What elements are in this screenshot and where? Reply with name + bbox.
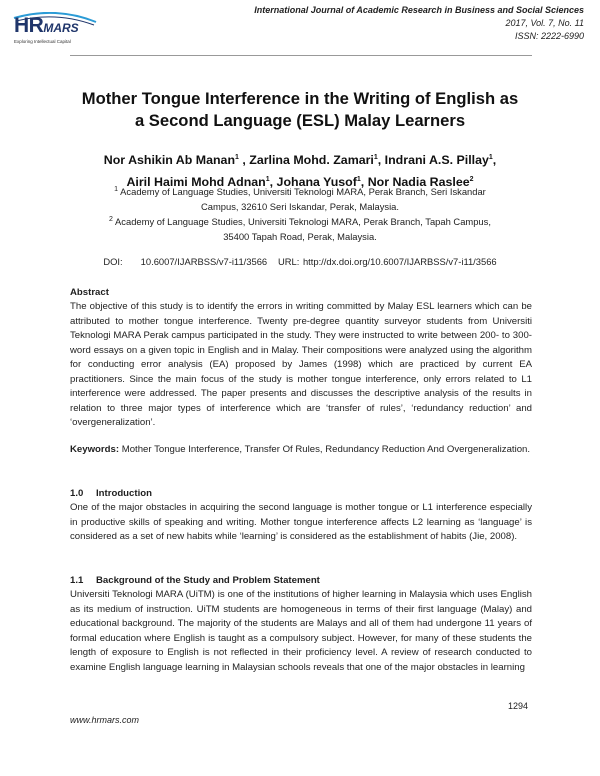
- doi-url-link[interactable]: http://dx.doi.org/10.6007/IJARBSS/v7-i11/3566: [302, 256, 497, 267]
- author: Airil Haimi Mohd Adnan: [126, 175, 266, 190]
- page-number: 1294: [508, 701, 529, 711]
- footer-website[interactable]: www.hrmars.com: [70, 715, 140, 725]
- doi-value: 10.6007/IJARBSS/v7-i11/3566: [140, 256, 268, 267]
- header-divider: [70, 55, 532, 56]
- journal-issn: ISSN: 2222-6990: [514, 31, 584, 41]
- section-heading-background: 1.1 Background of the Study and Problem Statement: [70, 575, 320, 586]
- doi-line: DOI: 10.6007/IJARBSS/v7-i11/3566 URL: http://dx.doi.org/10.6007/IJARBSS/v7-i11/3566: [103, 256, 497, 267]
- journal-header: [254, 4, 584, 43]
- author: Nor Nadia Raslee: [367, 175, 470, 190]
- keywords-label: Keywords:: [70, 444, 120, 455]
- author: Zarlina Mohd. Zamari: [249, 153, 374, 168]
- background-text: Universiti Teknologi MARA (UiTM) is one of the institutions of higher learning in Malaysia which uses English as its medium of instruction. UiTM students are homogeneous in terms of their first language (Malay) and educational background. The majority of the students are Malays and all of them had undergone 11 years of formal education where English is taught as a compulsory subject. However, for many of these students the length of exposure to English is not reflected in their proficiency level. A review of research conducted to examine English language learning in Malaysian schools reveals that one of the major obstacles in learning: [70, 589, 532, 673]
- author: Johana Yusof: [276, 175, 357, 190]
- hrmars-logo: [10, 12, 102, 52]
- author-list: Nor Ashikin Ab Manan$^1$ , Zarlina Mohd. Zamari$^1$, Indrani A.S. Pillay$^1$, Airil Haimi Mohd Adnan$^1$, Johana Yusof$^1$, Nor Nadia Raslee$^2$: [103, 153, 497, 190]
- keywords: [70, 443, 532, 458]
- author: Nor Ashikin Ab Manan: [103, 153, 236, 168]
- abstract-text: The objective of this study is to identify the errors in writing committed by Malay ESL learners which can be attributed to mother tongue interference. Twenty pre-degree quantity surveyor students from Universiti Teknologi MARA Perak campus participated in the study. They were instructed to write between 200- to 300-word essays on a given topic in English and in Malay. Their compositions were analyzed using the algorithm for conducting error analysis (EA) proposed by James (1998) which are practiced by current EA practitioners. Since the main focus of the study is mother tongue interference, only errors related to L1 interference were addressed. The paper presents and discusses the descriptive analysis of the results in relation to three major types of interference which are ‘transfer of rules’, ‘redundancy reduction’ and ‘overgeneralization’.: [70, 301, 532, 429]
- keywords-text: Mother Tongue Interference, Transfer Of Rules, Redundancy Reduction And Overgeneralization.: [121, 444, 531, 455]
- affiliation-1: $^1$ Academy of Language Studies, Universiti Teknologi MARA, Perak Branch, Seri Iskandar Campus, 32610 Seri Iskandar, Perak, Malaysia.: [114, 186, 486, 213]
- author: Indrani A.S. Pillay: [384, 153, 489, 168]
- introduction-text: One of the major obstacles in acquiring the second language is mother tongue or L1 interference especially in productive skills of speaking and writing. Mother tongue interference affects L2 learning as ‘language’ is considered as a set of new habits while ‘learning’ is considered as the establishment of habits (Jie, 2008).: [70, 502, 532, 543]
- logo-text: HRMARS: [14, 14, 79, 37]
- paper-title: Mother Tongue Interference in the Writing of English as a Second Language (ESL) Malay Learners: [81, 89, 519, 130]
- logo-tagline: Exploring Intellectual Capital: [14, 39, 71, 44]
- journal-volume: 2017, Vol. 7, No. 11: [505, 18, 584, 28]
- section-heading-introduction: 1.0 Introduction: [70, 488, 152, 499]
- journal-title: International Journal of Academic Research in Business and Social Sciences: [254, 5, 584, 15]
- affiliation-2: $^2$ Academy of Language Studies, Universiti Teknologi MARA, Perak Branch, Tapah Campus, 35400 Tapah Road, Perak, Malaysia.: [109, 216, 491, 243]
- abstract-heading: Abstract: [70, 287, 109, 298]
